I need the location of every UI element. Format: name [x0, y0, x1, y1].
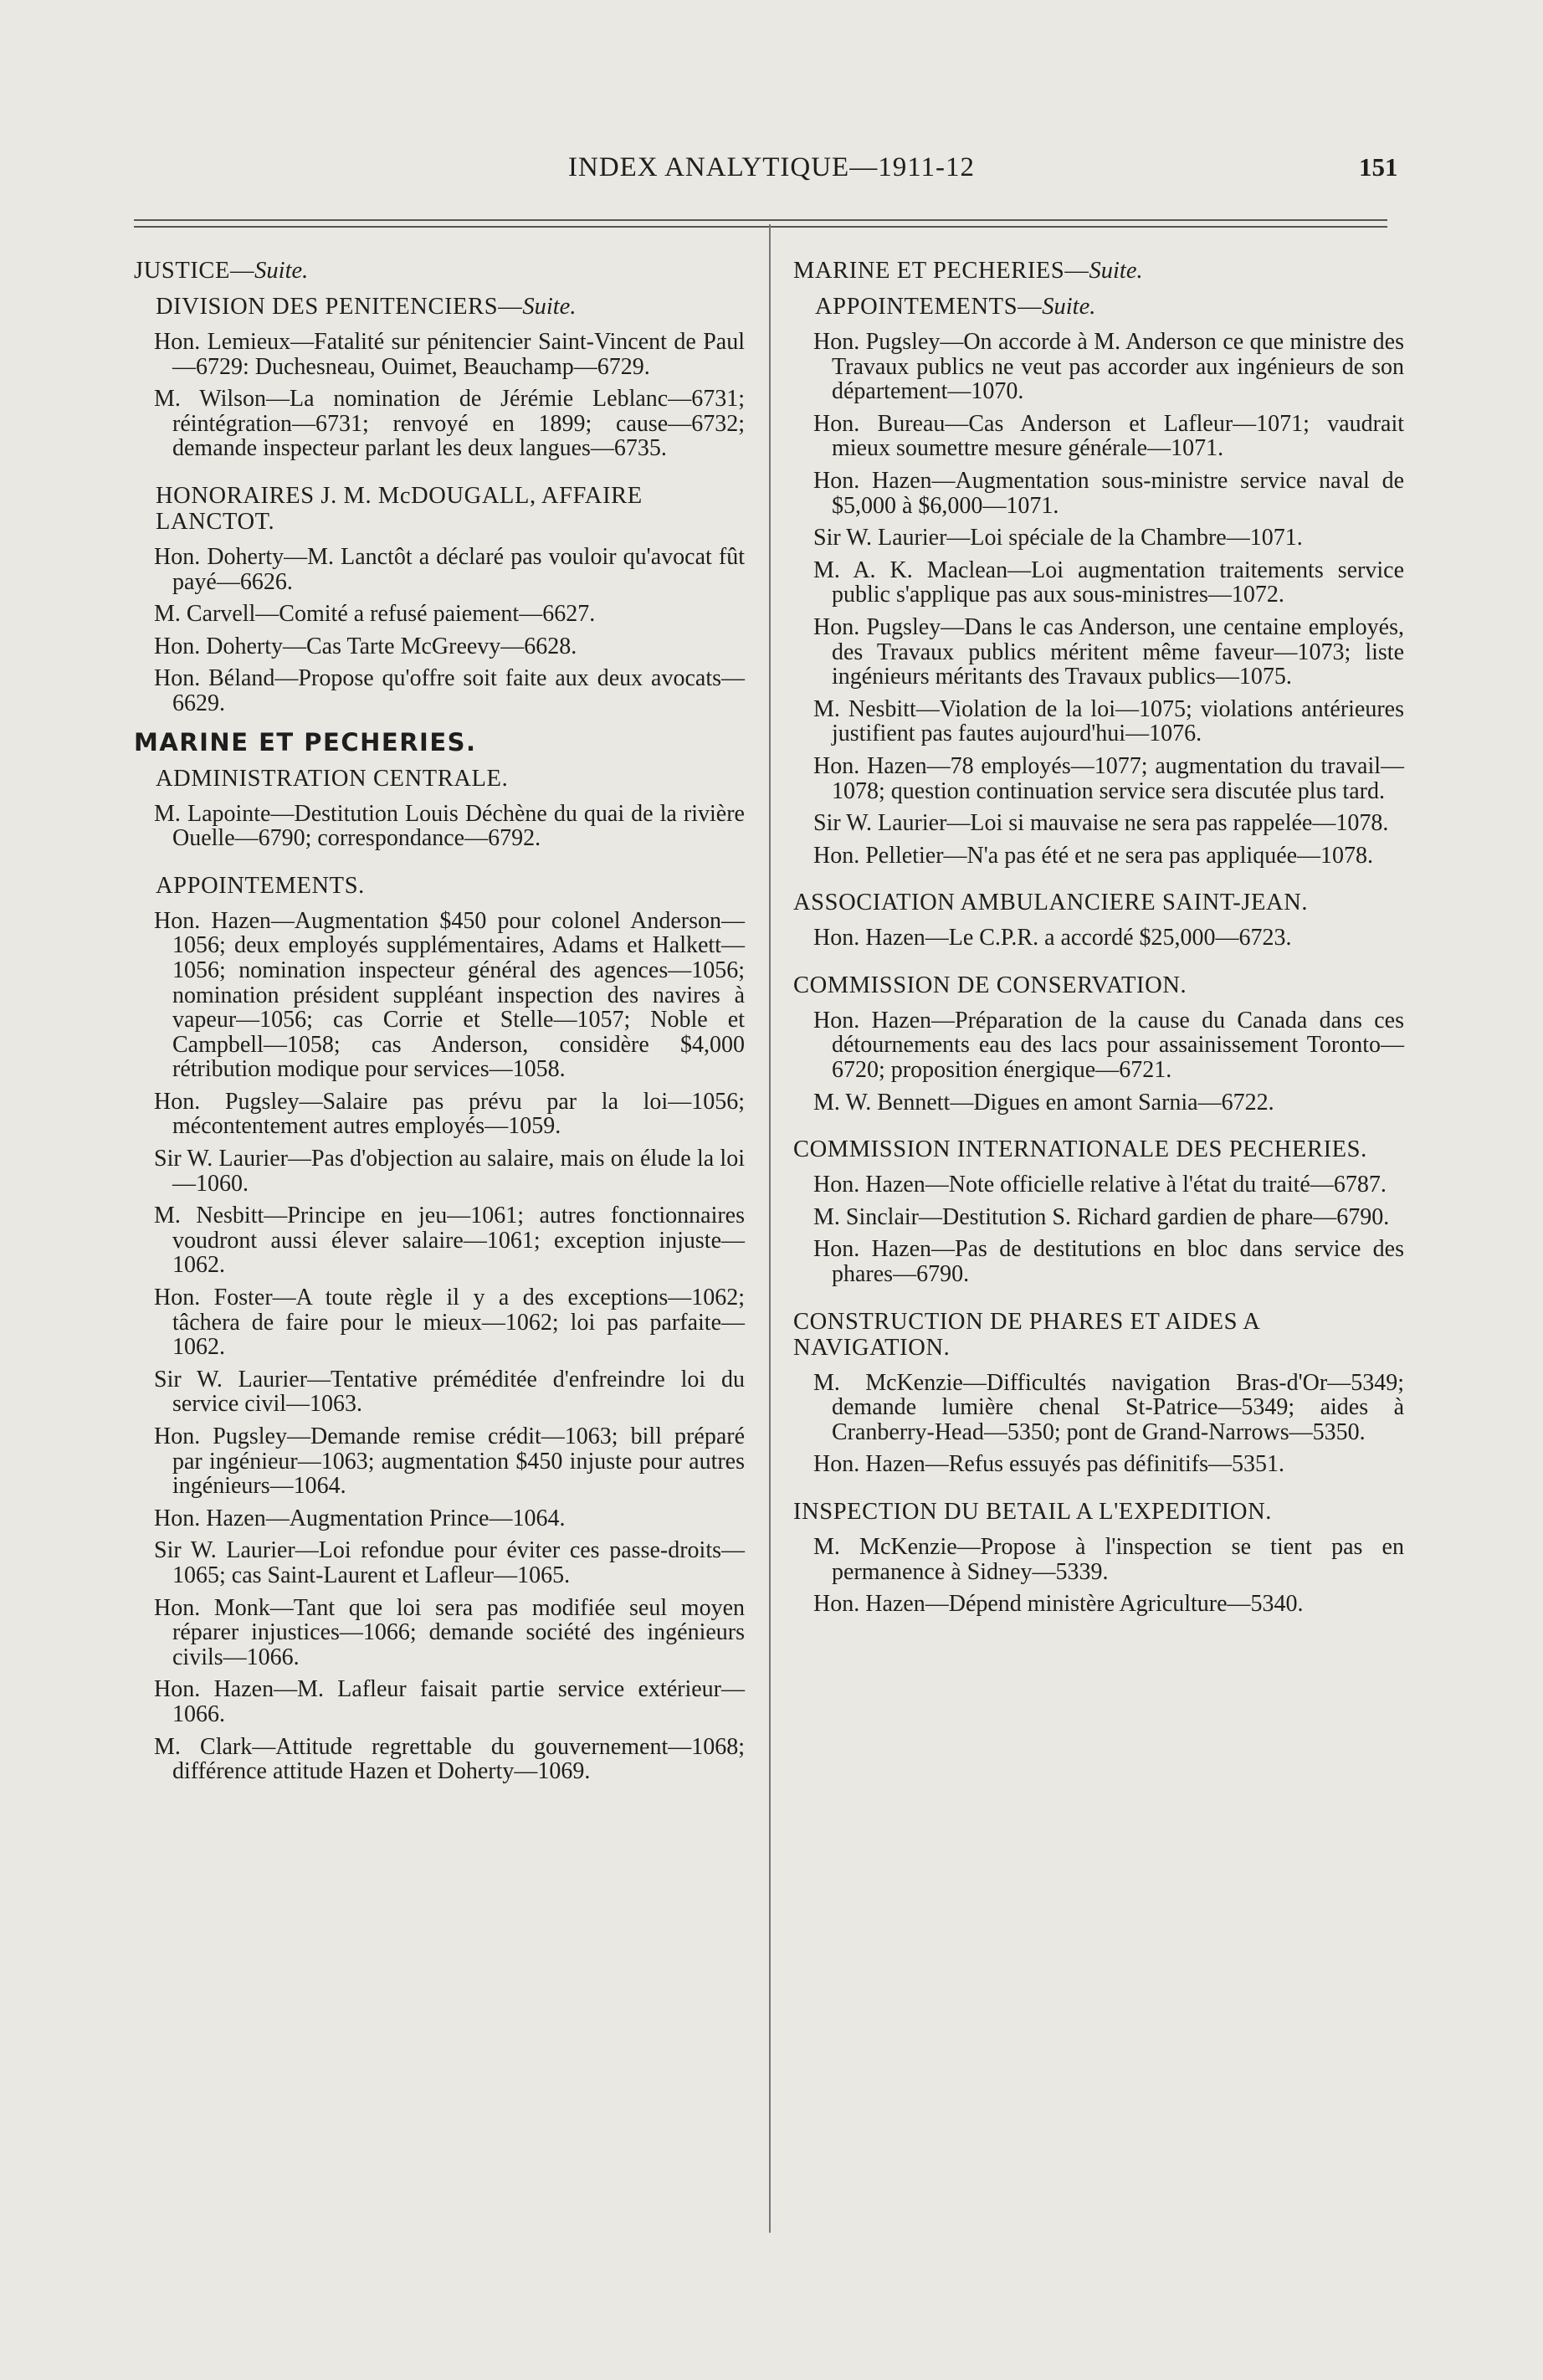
heading-text: DIVISION DES PENITENCIERS—: [156, 294, 523, 320]
index-entry: Hon. Hazen—Augmentation sous-ministre service naval de $5,000 à $6,000—1071.: [813, 467, 1404, 519]
index-entry: Hon. Hazen—Dépend ministère Agriculture—5340.: [813, 1591, 1304, 1618]
index-entry: Hon. Hazen—Préparation de la cause du Canada dans ces détournements eau des lacs pour assainissement Toronto—6720; proposition énergique—6721.: [813, 1007, 1404, 1084]
index-entry: M. McKenzie—Propose à l'inspection se tient pas en permanence à Sidney—5339.: [813, 1534, 1404, 1585]
index-entry: Hon. Hazen—Pas de destitutions en bloc dans service des phares—6790.: [813, 1236, 1404, 1288]
index-entry: Sir W. Laurier—Pas d'objection au salaire, mais on élude la loi—1060.: [154, 1146, 745, 1197]
index-entry: Hon. Bureau—Cas Anderson et Lafleur—1071; vaudrait mieux soumettre mesure générale—1071.: [813, 410, 1404, 462]
header-rule: [134, 226, 1387, 228]
heading-text: COMMISSION INTERNATIONALE DES PECHERIES.: [793, 1136, 1367, 1163]
section-heading: [134, 766, 745, 792]
section-heading: [134, 483, 745, 535]
index-entry: M. Nesbitt—Violation de la loi—1075; violations antérieures justifient pas fautes aujourd'hui—1076.: [813, 695, 1404, 747]
section-heading: [793, 890, 1404, 916]
index-entry: M. Lapointe—Destitution Louis Déchène du quai de la rivière Ouelle—6790; correspondance—6792.: [154, 800, 745, 852]
section-heading: [134, 258, 745, 284]
index-entry: Hon. Lemieux—Fatalité sur pénitencier Saint-Vincent de Paul—6729: Duchesneau, Ouimet, Beauchamp—6729.: [154, 329, 745, 380]
index-entry: M. A. K. Maclean—Loi augmentation traitements service public s'applique pas aux sous-ministres—1072.: [813, 557, 1404, 608]
index-entry: Hon. Doherty—Cas Tarte McGreevy—6628.: [154, 633, 577, 659]
left-column: [134, 258, 745, 1792]
section-heading: [793, 972, 1404, 998]
index-entry: Hon. Pelletier—N'a pas été et ne sera pas appliquée—1078.: [813, 842, 1374, 869]
index-entry: Hon. Hazen—Refus essuyés pas définitifs—5351.: [813, 1451, 1285, 1478]
header-rule: [134, 219, 1387, 221]
heading-text: MARINE ET PECHERIES.: [134, 727, 477, 757]
heading-text: APPOINTEMENTS.: [156, 872, 365, 899]
index-entry: M. Nesbitt—Principe en jeu—1061; autres fonctionnaires voudront aussi élever salaire—1061; exception injuste—1062.: [154, 1203, 745, 1279]
suite-label: Suite.: [1089, 258, 1143, 284]
suite-label: Suite.: [522, 294, 577, 320]
section-heading: [793, 1309, 1404, 1361]
index-entry: Hon. Béland—Propose qu'offre soit faite aux deux avocats—6629.: [154, 665, 745, 716]
index-entry: M. Carvell—Comité a refusé paiement—6627.: [154, 601, 596, 628]
section-heading: [134, 294, 745, 320]
section-heading: [134, 873, 745, 899]
heading-text: HONORAIRES J. M. McDOUGALL, AFFAIRE LANCTOT.: [156, 482, 643, 535]
running-title: INDEX ANALYTIQUE—1911-12: [568, 152, 975, 182]
index-entry: Hon. Hazen—Augmentation Prince—1064.: [154, 1505, 566, 1531]
index-entry: M. Clark—Attitude regrettable du gouvernement—1068; différence attitude Hazen et Doherty—1069.: [154, 1733, 745, 1785]
section-heading: [793, 294, 1404, 320]
index-entry: Hon. Foster—A toute règle il y a des exceptions—1062; tâchera de faire pour le mieux—1062; loi pas parfaite—1062.: [154, 1285, 745, 1361]
suite-label: Suite.: [254, 258, 309, 284]
index-entry: Hon. Pugsley—Salaire pas prévu par la loi—1056; mécontentement autres employés—1059.: [154, 1088, 745, 1140]
heading-text: CONSTRUCTION DE PHARES ET AIDES A NAVIGATION.: [793, 1308, 1259, 1361]
index-entry: M. W. Bennett—Digues en amont Sarnia—6722.: [813, 1089, 1274, 1116]
index-entry: Hon. Hazen—78 employés—1077; augmentation du travail—1078; question continuation service sera discutée plus tard.: [813, 752, 1404, 804]
index-entry: M. Wilson—La nomination de Jérémie Leblanc—6731; réintégration—6731; renvoyé en 1899; cause—6732; demande inspecteur parlant les deux langues—6735.: [154, 386, 745, 462]
page-number: 151: [1359, 152, 1398, 182]
index-entry: Sir W. Laurier—Loi refondue pour éviter ces passe-droits—1065; cas Saint-Laurent et Lafleur—1065.: [154, 1537, 745, 1588]
section-heading: [793, 258, 1404, 284]
index-entry: Hon. Hazen—Augmentation $450 pour colonel Anderson—1056; deux employés supplémentaires, Adams et Halkett—1056; nomination inspecteur général des agences—1056; nomination président suppléant inspection des navires à vapeur—1056; cas Corrie et Stelle—1057; Noble et Campbell—1058; cas Anderson, considère $4,000 rétribution modique pour services—1058.: [154, 907, 745, 1083]
heading-text: MARINE ET PECHERIES—: [793, 258, 1089, 284]
index-entry: Hon. Monk—Tant que loi sera pas modifiée seul moyen réparer injustices—1066; demande société des ingénieurs civils—1066.: [154, 1594, 745, 1670]
index-entry: M. Sinclair—Destitution S. Richard gardien de phare—6790.: [813, 1203, 1390, 1230]
heading-text: ASSOCIATION AMBULANCIERE SAINT-JEAN.: [793, 890, 1309, 916]
section-heading: [793, 1136, 1404, 1162]
heading-text: JUSTICE—: [134, 258, 255, 284]
index-entry: Hon. Hazen—M. Lafleur faisait partie service extérieur—1066.: [154, 1676, 745, 1727]
column-divider: [769, 224, 771, 2233]
index-entry: Hon. Doherty—M. Lanctôt a déclaré pas vouloir qu'avocat fût payé—6626.: [154, 543, 745, 595]
right-column: [793, 258, 1404, 1624]
major-heading: [134, 727, 745, 757]
index-entry: Hon. Pugsley—Dans le cas Anderson, une centaine employés, des Travaux publics méritent même faveur—1073; liste ingénieurs méritants des Travaux publics—1075.: [813, 613, 1404, 690]
index-entry: Sir W. Laurier—Loi si mauvaise ne sera pas rappelée—1078.: [813, 810, 1389, 837]
heading-text: COMMISSION DE CONSERVATION.: [793, 972, 1187, 998]
index-entry: Sir W. Laurier—Loi spéciale de la Chambre—1071.: [813, 525, 1303, 551]
section-heading: [793, 1499, 1404, 1525]
index-entry: Sir W. Laurier—Tentative préméditée d'enfreindre loi du service civil—1063.: [154, 1366, 745, 1418]
index-entry: Hon. Hazen—Note officielle relative à l'état du traité—6787.: [813, 1172, 1387, 1198]
index-entry: Hon. Pugsley—Demande remise crédit—1063; bill préparé par ingénieur—1063; augmentation $450 injuste pour autres ingénieurs—1064.: [154, 1423, 745, 1500]
heading-text: ADMINISTRATION CENTRALE.: [156, 765, 509, 792]
suite-label: Suite.: [1042, 294, 1096, 320]
heading-text: INSPECTION DU BETAIL A L'EXPEDITION.: [793, 1499, 1272, 1525]
index-entry: Hon. Pugsley—On accorde à M. Anderson ce que ministre des Travaux publics ne veut pas accorder aux ingénieurs de son département—1070.: [813, 329, 1404, 405]
index-entry: Hon. Hazen—Le C.P.R. a accordé $25,000—6723.: [813, 925, 1292, 951]
index-entry: M. McKenzie—Difficultés navigation Bras-d'Or—5349; demande lumière chenal St-Patrice—5349; aides à Cranberry-Head—5350; pont de Grand-Narrows—5350.: [813, 1369, 1404, 1445]
heading-text: APPOINTEMENTS—: [815, 294, 1043, 320]
